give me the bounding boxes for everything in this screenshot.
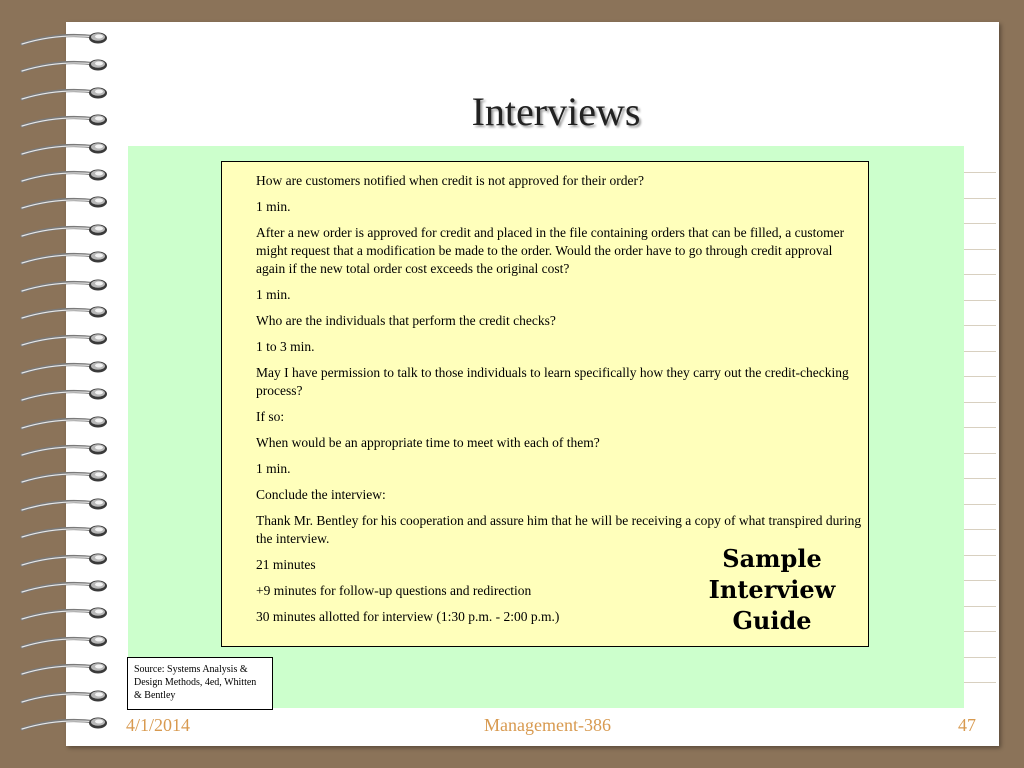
rule-line (964, 172, 996, 173)
guide-line: 30 minutes allotted for interview (1:30 p.m. - 2:00 p.m.) (256, 609, 560, 624)
spiral-ring-icon (18, 578, 108, 598)
spiral-ring-icon (18, 359, 108, 379)
spiral-ring-icon (18, 222, 108, 242)
spiral-ring-icon (18, 331, 108, 351)
spiral-ring-icon (18, 304, 108, 324)
rule-line (964, 427, 996, 428)
source-citation: Source: Systems Analysis & Design Methods, 4ed, Whitten & Bentley (127, 657, 273, 710)
spiral-ring-icon (18, 523, 108, 543)
spiral-ring-icon (18, 249, 108, 269)
rule-line (964, 478, 996, 479)
guide-line: Who are the individuals that perform the credit checks? (256, 313, 556, 328)
rule-line (964, 606, 996, 607)
guide-line: 21 minutes (256, 557, 316, 572)
sample-label-line: Sample (722, 544, 822, 573)
guide-line: 1 to 3 min. (256, 339, 315, 354)
guide-line: After a new order is approved for credit and placed in the file containing orders that can be filled, a customer might request that a modification be made to the order. Would the order have to go through credit approval again if the new total order cost exceeds the original cost? (256, 225, 845, 276)
guide-line: 1 min. (256, 199, 291, 214)
spiral-ring-icon (18, 57, 108, 77)
rule-line (964, 223, 996, 224)
rule-line (964, 198, 996, 199)
spiral-ring-icon (18, 277, 108, 297)
rule-line (964, 300, 996, 301)
spiral-ring-icon (18, 194, 108, 214)
guide-line: If so: (256, 409, 285, 424)
guide-line: Conclude the interview: (256, 487, 386, 502)
spiral-ring-icon (18, 441, 108, 461)
spiral-ring-icon (18, 660, 108, 680)
rule-line (964, 249, 996, 250)
rule-line (964, 274, 996, 275)
spiral-ring-icon (18, 715, 108, 735)
guide-line: How are customers notified when credit is not approved for their order? (256, 173, 644, 188)
guide-line: +9 minutes for follow-up questions and redirection (256, 583, 532, 598)
guide-line: Thank Mr. Bentley for his cooperation and assure him that he will be receiving a copy of what transpired during the interview. (256, 513, 862, 546)
rule-line (964, 453, 996, 454)
rule-line (964, 657, 996, 658)
footer-course: Management-386 (484, 715, 611, 735)
rule-line (964, 351, 996, 352)
sample-interview-guide-label (686, 543, 858, 636)
rule-line (964, 325, 996, 326)
footer-date: 4/1/2014 (126, 715, 191, 735)
rule-line (964, 682, 996, 683)
spiral-ring-icon (18, 605, 108, 625)
rule-line (964, 631, 996, 632)
spiral-ring-icon (18, 468, 108, 488)
rule-line (964, 504, 996, 505)
guide-line: When would be an appropriate time to meet with each of them? (256, 435, 600, 450)
guide-line: May I have permission to talk to those individuals to learn specifically how they carry out the credit-checking process? (256, 365, 849, 398)
guide-line: 1 min. (256, 461, 291, 476)
spiral-ring-icon (18, 633, 108, 653)
rule-line (964, 555, 996, 556)
rule-line (964, 402, 996, 403)
spiral-ring-icon (18, 414, 108, 434)
spiral-ring-icon (18, 386, 108, 406)
guide-line: 1 min. (256, 287, 291, 302)
slide-title: Interviews (471, 89, 641, 134)
spiral-ring-icon (18, 167, 108, 187)
spiral-ring-icon (18, 30, 108, 50)
spiral-ring-icon (18, 551, 108, 571)
spiral-ring-icon (18, 140, 108, 160)
sample-label-line: Interview (708, 575, 836, 604)
sample-label-line: Guide (732, 606, 812, 635)
spiral-ring-icon (18, 496, 108, 516)
rule-line (964, 376, 996, 377)
rule-line (964, 580, 996, 581)
footer-page-number: 47 (958, 715, 976, 735)
spiral-ring-icon (18, 688, 108, 708)
rule-line (964, 529, 996, 530)
